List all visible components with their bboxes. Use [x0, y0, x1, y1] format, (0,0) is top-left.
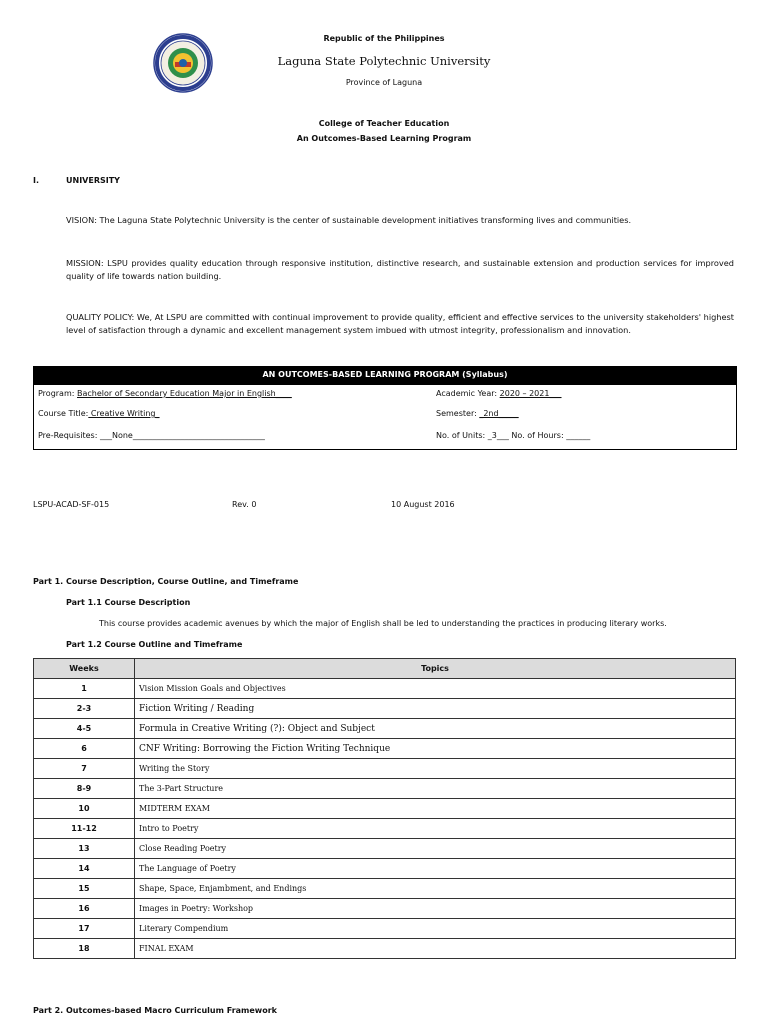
table-row [34, 759, 736, 779]
table-row [34, 679, 736, 699]
topic-cell: The 3-Part Structure [135, 779, 736, 799]
table-row [34, 819, 736, 839]
course-title-label: Course Title: [38, 409, 89, 418]
topic-cell: Writing the Story [135, 759, 736, 779]
weeks-cell: 13 [34, 839, 135, 859]
table-row [34, 899, 736, 919]
table-row [34, 939, 736, 959]
weeks-cell: 8-9 [34, 779, 135, 799]
academic-year-field [436, 389, 561, 398]
syllabus-title: AN OUTCOMES-BASED LEARNING PROGRAM (Syllabus) [34, 367, 736, 385]
mission-statement: MISSION: LSPU provides quality education through responsive institution, distinctive research, and sustainable extension and production services for improved quality of life towards nation building. [66, 258, 734, 281]
semester-label: Semester: [436, 409, 477, 418]
topic-cell: FINAL EXAM [135, 939, 736, 959]
topic-cell: Shape, Space, Enjambment, and Endings [135, 879, 736, 899]
weeks-cell: 18 [34, 939, 135, 959]
weeks-cell: 11-12 [34, 819, 135, 839]
course-outline-body [34, 679, 736, 959]
program-type: An Outcomes-Based Learning Program [296, 134, 472, 143]
quality-policy: QUALITY POLICY: We, At LSPU are committed with continual improvement to provide quality, efficient and effective services to the university stakeholders' highest level of satisfaction through a dynamic and excellent management system imbued with utmost integrity, professionalism and innovation. [66, 312, 734, 335]
topic-cell: Formula in Creative Writing (?): Object and Subject [135, 719, 736, 739]
table-row [34, 739, 736, 759]
program-field [38, 389, 292, 398]
university-name: Laguna State Polytechnic University [277, 54, 491, 68]
table-row [34, 839, 736, 859]
course-title-field [38, 409, 160, 418]
hours-value: ______ [566, 431, 591, 440]
weeks-cell: 6 [34, 739, 135, 759]
weeks-cell: 15 [34, 879, 135, 899]
topic-cell: Literary Compendium [135, 919, 736, 939]
weeks-cell: 4-5 [34, 719, 135, 739]
course-title-value: Creative Writing_ [88, 409, 160, 418]
weeks-cell: 1 [34, 679, 135, 699]
course-description: This course provides academic avenues by which the major of English shall be led to understanding the practices in producing literary works. [99, 619, 667, 628]
form-code: LSPU-ACAD-SF-015 [33, 500, 110, 509]
province-line: Province of Laguna [345, 78, 423, 87]
country-line: Republic of the Philippines [323, 34, 445, 43]
prerequisites-field [38, 431, 265, 440]
academic-year-label: Academic Year: [436, 389, 498, 398]
vision-statement: VISION: The Laguna State Polytechnic University is the center of sustainable development initiatives transforming lives and communities. [66, 215, 632, 225]
units-hours-field [436, 431, 590, 440]
form-date: 10 August 2016 [391, 500, 455, 509]
units-value: _3___ [487, 431, 509, 440]
table-row [34, 799, 736, 819]
course-outline-table [33, 658, 736, 959]
topic-cell: Fiction Writing / Reading [135, 699, 736, 719]
table-row [34, 919, 736, 939]
form-revision: Rev. 0 [232, 500, 257, 509]
prerequisites-value: ___None_________________________________ [99, 431, 265, 440]
table-row [34, 859, 736, 879]
topic-cell: CNF Writing: Borrowing the Fiction Writing Technique [135, 739, 736, 759]
weeks-cell: 17 [34, 919, 135, 939]
topic-cell: Close Reading Poetry [135, 839, 736, 859]
syllabus-box [33, 366, 737, 450]
table-row [34, 779, 736, 799]
table-row [34, 879, 736, 899]
weeks-cell: 10 [34, 799, 135, 819]
weeks-cell: 7 [34, 759, 135, 779]
table-header-row [34, 659, 736, 679]
program-value: Bachelor of Secondary Education Major in English____ [77, 389, 292, 398]
weeks-cell: 16 [34, 899, 135, 919]
hours-label: No. of Hours: [511, 431, 564, 440]
topic-cell: Vision Mission Goals and Objectives [135, 679, 736, 699]
part1-title: Part 1. Course Description, Course Outline, and Timeframe [33, 577, 299, 586]
part1-1-title: Part 1.1 Course Description [66, 598, 191, 607]
units-label: No. of Units: [436, 431, 486, 440]
topic-cell: Images in Poetry: Workshop [135, 899, 736, 919]
part1-2-title: Part 1.2 Course Outline and Timeframe [66, 640, 243, 649]
table-row [34, 699, 736, 719]
semester-value: _2nd_____ [479, 409, 519, 418]
topics-column-header: Topics [135, 659, 736, 679]
weeks-cell: 14 [34, 859, 135, 879]
weeks-column-header: Weeks [34, 659, 135, 679]
prerequisites-label: Pre-Requisites: [38, 431, 98, 440]
topic-cell: MIDTERM EXAM [135, 799, 736, 819]
college-name: College of Teacher Education [318, 119, 450, 128]
topic-cell: The Language of Poetry [135, 859, 736, 879]
part2-title: Part 2. Outcomes-based Macro Curriculum Framework [33, 1006, 277, 1015]
section-number: I. [33, 176, 40, 185]
academic-year-value: 2020 – 2021___ [499, 389, 562, 398]
program-label: Program: [38, 389, 75, 398]
section-title: UNIVERSITY [66, 176, 120, 185]
topic-cell: Intro to Poetry [135, 819, 736, 839]
weeks-cell: 2-3 [34, 699, 135, 719]
semester-field [436, 409, 519, 418]
table-row [34, 719, 736, 739]
